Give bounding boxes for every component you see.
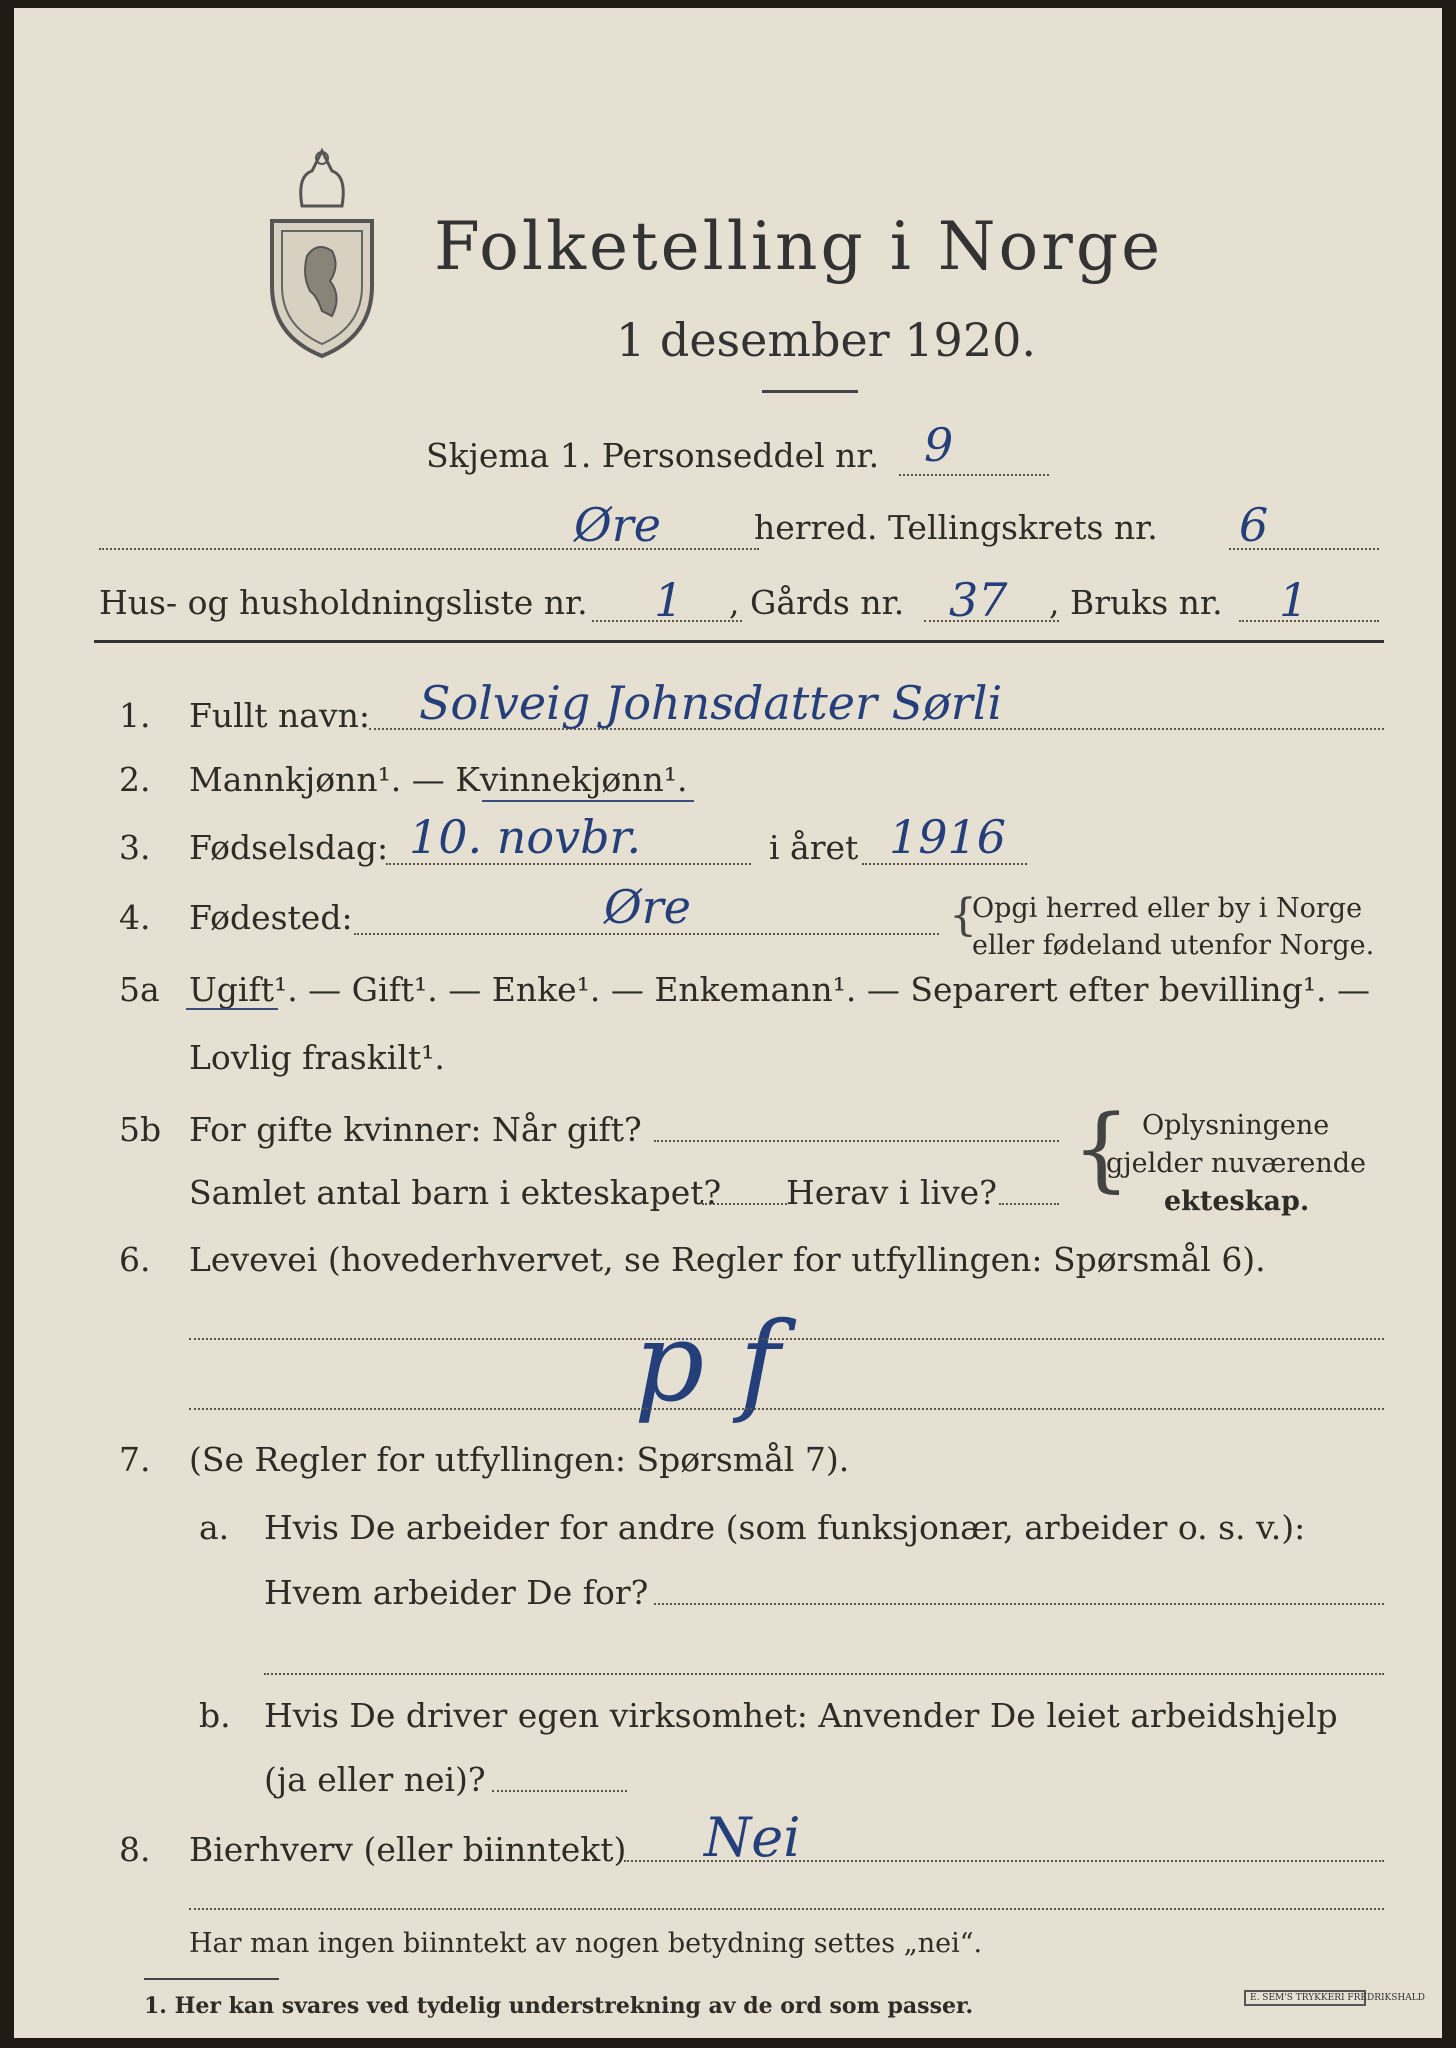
- q2-label: Mannkjønn¹. — Kvinnekjønn¹.: [189, 760, 688, 799]
- q5a-line1: Ugift¹. — Gift¹. — Enke¹. — Enkemann¹. — Separert efter bevilling¹. —: [189, 970, 1371, 1009]
- q5b-brace: {: [1072, 1095, 1131, 1202]
- q4-note-line2: eller fødeland utenfor Norge.: [972, 930, 1375, 961]
- title-divider: [762, 390, 858, 393]
- q4-label: Fødested:: [189, 898, 353, 937]
- q4-note-line1: Opgi herred eller by i Norge: [972, 893, 1363, 924]
- header-divider: [94, 640, 1384, 643]
- q3-number: 3.: [119, 828, 151, 867]
- gards-label: , Gårds nr.: [729, 583, 905, 622]
- side-income-value[interactable]: Nei: [704, 1806, 801, 1869]
- kvinnekjonn-underline: [482, 800, 694, 802]
- q7b-line2: (ja eller nei)?: [264, 1760, 486, 1799]
- q1-number: 1.: [119, 696, 151, 735]
- q7a-line2: Hvem arbeider De for?: [264, 1573, 649, 1612]
- q3-label: Fødselsdag:: [189, 828, 389, 867]
- q5b-note2: gjelder nuværende: [1106, 1148, 1366, 1179]
- bruks-label: , Bruks nr.: [1049, 583, 1223, 622]
- q4-number: 4.: [119, 898, 151, 937]
- q5b-note3: ekteskap.: [1164, 1186, 1310, 1217]
- q8-number: 8.: [119, 1830, 151, 1869]
- q7b-line1: Hvis De driver egen virksomhet: Anvender De leiet arbeidshjelp: [264, 1696, 1338, 1735]
- q6-number: 6.: [119, 1240, 151, 1279]
- q4-brace: {: [949, 890, 977, 941]
- bruks-nr-value[interactable]: 1: [1279, 573, 1309, 627]
- coat-of-arms-icon: [262, 146, 382, 361]
- ugift-underline: [186, 1008, 278, 1010]
- q8-note: Har man ingen biinntekt av nogen betydning settes „nei“.: [189, 1928, 983, 1959]
- q5b-line1: For gifte kvinner: Når gift?: [189, 1110, 642, 1149]
- birthplace-value[interactable]: Øre: [604, 880, 691, 934]
- q7a-line1: Hvis De arbeider for andre (som funksjonær, arbeider o. s. v.):: [264, 1508, 1306, 1547]
- occupation-value[interactable]: p f: [634, 1298, 781, 1426]
- q7-label: (Se Regler for utfyllingen: Spørsmål 7).: [189, 1440, 850, 1479]
- q8-label: Bierhverv (eller biinntekt): [189, 1830, 627, 1869]
- birth-year-value[interactable]: 1916: [889, 810, 1007, 864]
- form-date: 1 desember 1920.: [616, 313, 1036, 367]
- gards-nr-value[interactable]: 37: [949, 573, 1008, 627]
- census-form-page: [14, 8, 1442, 2038]
- q1-label: Fullt navn:: [189, 696, 370, 735]
- hus-label: Hus- og husholdningsliste nr.: [99, 583, 588, 622]
- q6-label: Levevei (hovederhvervet, se Regler for utfyllingen: Spørsmål 6).: [189, 1240, 1266, 1279]
- q7a-letter: a.: [199, 1508, 230, 1547]
- q7b-letter: b.: [199, 1696, 231, 1735]
- printer-stamp: E. SEM'S TRYKKERI FREDRIKSHALD: [1244, 1990, 1366, 2006]
- full-name-value[interactable]: Solveig Johnsdatter Sørli: [419, 676, 1003, 730]
- q7-number: 7.: [119, 1440, 151, 1479]
- herred-value[interactable]: Øre: [574, 498, 661, 552]
- q5a-line2: Lovlig fraskilt¹.: [189, 1038, 445, 1077]
- year-label: i året: [769, 828, 859, 867]
- q5b-alive-label: Herav i live?: [786, 1173, 997, 1212]
- q5b-children-label: Samlet antal barn i ekteskapet?: [189, 1173, 722, 1212]
- tellingskrets-nr-value[interactable]: 6: [1239, 498, 1269, 552]
- herred-label: herred. Tellingskrets nr.: [754, 508, 1158, 547]
- birthdate-value[interactable]: 10. novbr.: [409, 810, 642, 864]
- form-title: Folketelling i Norge: [434, 208, 1164, 285]
- personseddel-nr-value[interactable]: 9: [924, 418, 954, 472]
- footnote-divider: [144, 1978, 279, 1980]
- q5a-number: 5a: [119, 970, 160, 1009]
- hus-nr-value[interactable]: 1: [654, 573, 684, 627]
- q2-number: 2.: [119, 760, 151, 799]
- footnote: 1. Her kan svares ved tydelig understrekning av de ord som passer.: [144, 1993, 974, 2019]
- q5b-number: 5b: [119, 1110, 162, 1149]
- q5b-note1: Oplysningene: [1142, 1110, 1330, 1141]
- schema-label: Skjema 1. Personseddel nr.: [426, 436, 880, 475]
